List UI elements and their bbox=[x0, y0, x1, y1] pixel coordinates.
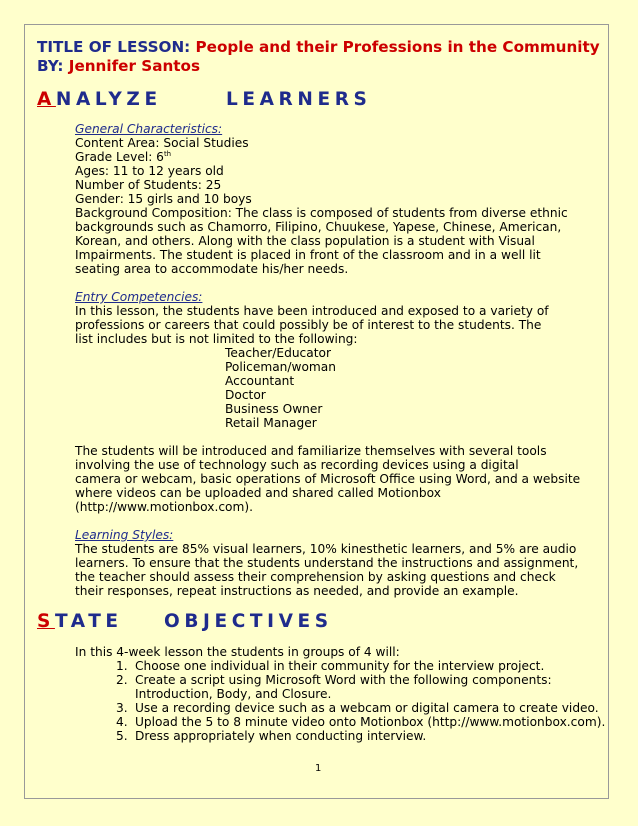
profession-item: Policeman/woman bbox=[225, 360, 337, 374]
profession-item: Teacher/Educator bbox=[225, 346, 331, 360]
entry-competencies-heading: Entry Competencies: bbox=[75, 290, 203, 304]
analyze-heading bbox=[37, 89, 162, 110]
profession-item: Doctor bbox=[225, 388, 266, 402]
background-line: Korean, and others. Along with the class population is a student with Visual bbox=[75, 234, 535, 248]
professions-list bbox=[75, 346, 580, 430]
tools-line: involving the use of technology such as recording devices using a digital bbox=[75, 458, 519, 472]
background-line: Background Composition: The class is composed of students from diverse ethnic bbox=[75, 206, 568, 220]
title-label: TITLE OF LESSON: bbox=[37, 38, 191, 56]
analyze-body bbox=[75, 122, 580, 598]
state-heading bbox=[37, 611, 123, 632]
author-line bbox=[37, 57, 200, 75]
author-name: Jennifer Santos bbox=[68, 57, 200, 75]
profession-item: Accountant bbox=[225, 374, 295, 388]
lesson-title-line bbox=[37, 38, 600, 56]
analyze-heading-rest: NALYZE bbox=[55, 89, 162, 110]
profession-item: Business Owner bbox=[225, 402, 323, 416]
tools-line: (http://www.motionbox.com). bbox=[75, 500, 253, 514]
gender: Gender: 15 girls and 10 boys bbox=[75, 192, 252, 206]
objectives-heading: OBJECTIVES bbox=[164, 611, 333, 632]
background-line: backgrounds such as Chamorro, Filipino, Chuukese, Yapese, Chinese, American, bbox=[75, 220, 562, 234]
profession-item: Retail Manager bbox=[225, 416, 317, 430]
entry-line: professions or careers that could possibly be of interest to the students. The bbox=[75, 318, 542, 332]
general-characteristics-heading: General Characteristics: bbox=[75, 122, 223, 136]
page-number: 1 bbox=[315, 763, 322, 774]
objectives-intro: In this 4-week lesson the students in groups of 4 will: bbox=[75, 645, 400, 659]
learning-line: The students are 85% visual learners, 10% kinesthetic learners, and 5% are audio bbox=[75, 542, 577, 556]
tools-line: camera or webcam, basic operations of Microsoft Office using Word, and a website bbox=[75, 472, 581, 486]
grade-level: Grade Level: 6th bbox=[75, 150, 172, 164]
learning-line: the teacher should assess their comprehension by asking questions and check bbox=[75, 570, 556, 584]
title-value: People and their Professions in the Community bbox=[195, 38, 600, 56]
entry-line: list includes but is not limited to the following: bbox=[75, 332, 358, 346]
tools-line: where videos can be uploaded and shared called Motionbox bbox=[75, 486, 441, 500]
background-line: Impairments. The student is placed in front of the classroom and in a well lit bbox=[75, 248, 541, 262]
entry-line: In this lesson, the students have been introduced and exposed to a variety of bbox=[75, 304, 549, 318]
tools-line: The students will be introduced and familiarize themselves with several tools bbox=[75, 444, 547, 458]
analyze-heading-initial: A bbox=[37, 89, 56, 110]
background-line: seating area to accommodate his/her needs. bbox=[75, 262, 349, 276]
state-heading-initial: S bbox=[37, 611, 55, 632]
learning-styles-heading: Learning Styles: bbox=[75, 528, 174, 542]
content-area: Content Area: Social Studies bbox=[75, 136, 249, 150]
learners-heading: LEARNERS bbox=[226, 89, 372, 110]
learning-line: learners. To ensure that the students understand the instructions and assignment, bbox=[75, 556, 579, 570]
by-label: BY: bbox=[37, 57, 64, 75]
state-heading-rest: TATE bbox=[54, 611, 123, 632]
learning-line: their responses, repeat instructions as needed, and provide an example. bbox=[75, 584, 519, 598]
ages: Ages: 11 to 12 years old bbox=[75, 164, 224, 178]
number-of-students: Number of Students: 25 bbox=[75, 178, 222, 192]
